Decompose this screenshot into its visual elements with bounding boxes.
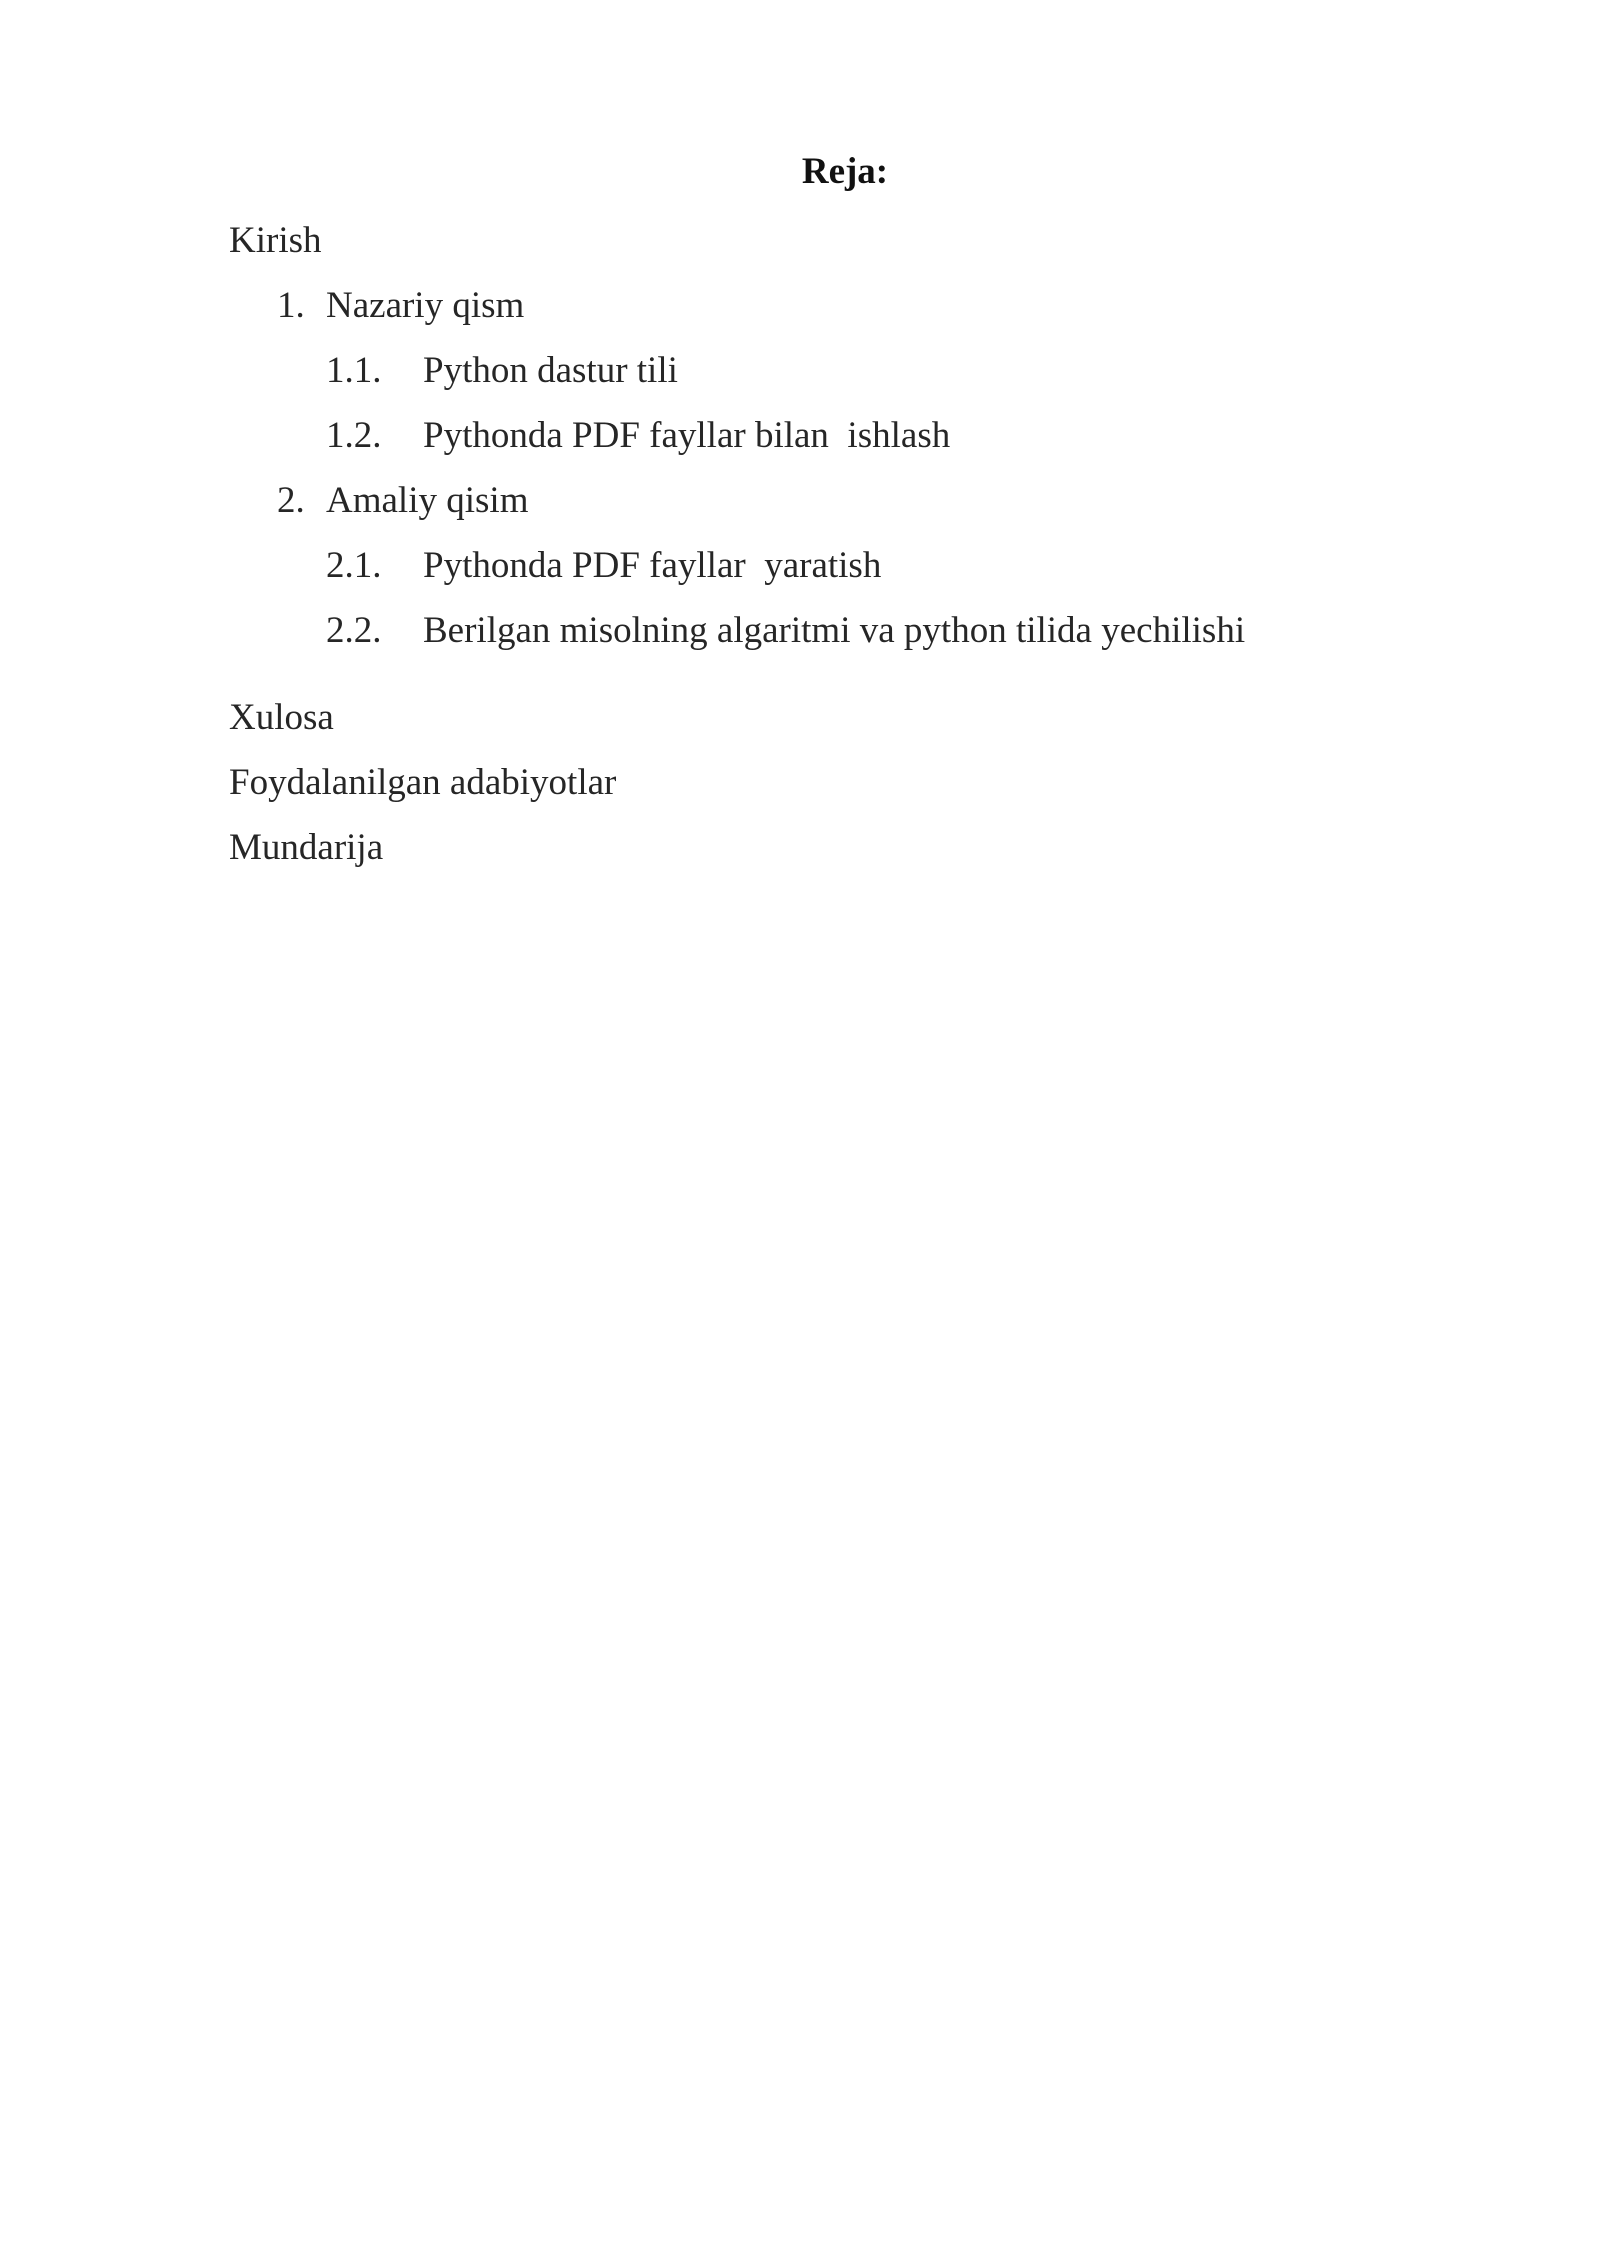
- subsection-number-1-2: 1.2.: [326, 415, 382, 456]
- section-label-1: Nazariy qism: [326, 285, 525, 326]
- subsection-number-2-1: 2.1.: [326, 545, 382, 586]
- subsection-label-1-2: Pythonda PDF fayllar bilan ishlash: [423, 415, 951, 456]
- page-title: Reja:: [801, 151, 889, 192]
- subsection-label-1-1: Python dastur tili: [423, 350, 678, 391]
- section-number-1: 1.: [277, 285, 305, 326]
- subsection-label-2-2: Berilgan misolning algaritmi va python tilida yechilishi: [423, 610, 1246, 651]
- plan-item-contents: Mundarija: [229, 827, 384, 868]
- plan-item-conclusion: Xulosa: [229, 697, 334, 738]
- subsection-number-1-1: 1.1.: [326, 350, 382, 391]
- plan-item-intro: Kirish: [229, 220, 322, 261]
- section-number-2: 2.: [277, 480, 305, 521]
- section-label-2: Amaliy qisim: [326, 480, 529, 521]
- plan-item-references: Foydalanilgan adabiyotlar: [229, 762, 617, 803]
- subsection-number-2-2: 2.2.: [326, 610, 382, 651]
- subsection-label-2-1: Pythonda PDF fayllar yaratish: [423, 545, 882, 586]
